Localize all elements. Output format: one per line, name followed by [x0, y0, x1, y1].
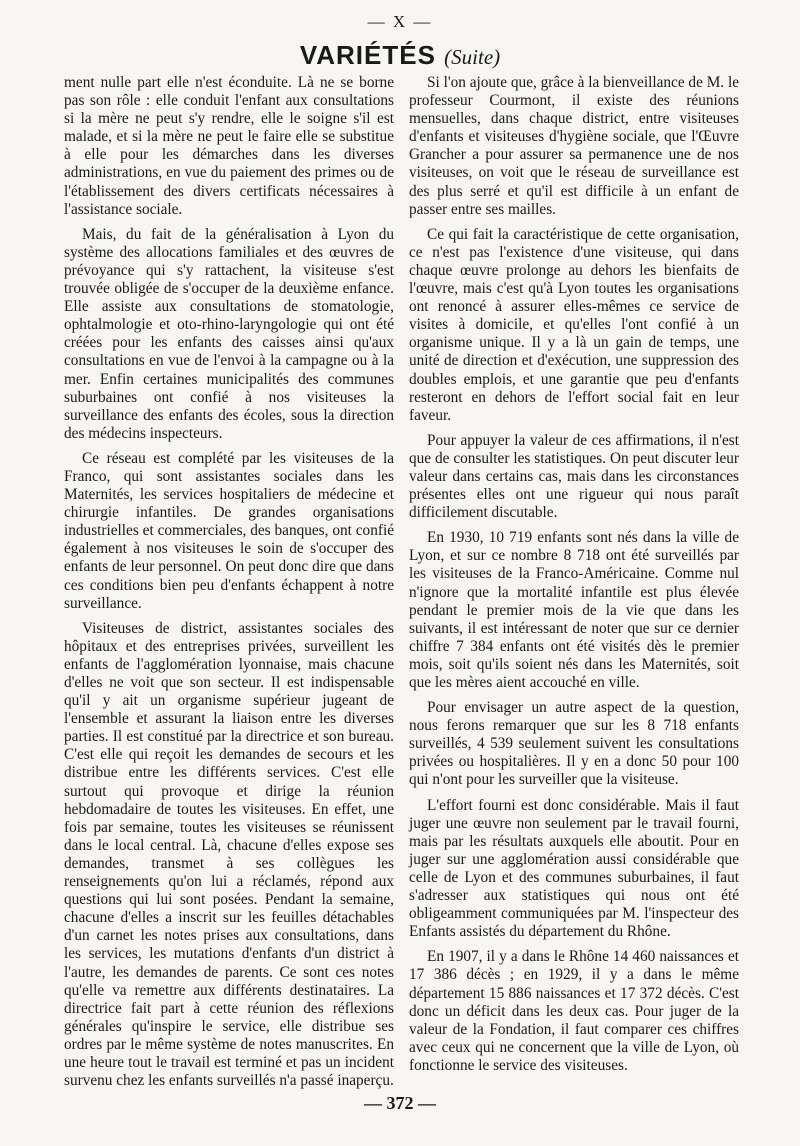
paragraph: L'effort fourni est donc considérable. Mais il faut juger une œuvre non seulement par le travail fourni, mais par les résultats auxquels elle aboutit. Pour en juger sur une agglomération aussi considérable que celle de Lyon et des communes suburbaines, il faut s'adresser aux statistiques qui nous ont été obligeamment communiquées par M. l'inspecteur des Enfants assistés du département du Rhône. [409, 796, 739, 941]
paragraph: Visiteuses de district, assistantes sociales des hôpitaux et des entreprises privées, surveillent les enfants de l'agglomération lyonnaise, mais chacune d'elles ne voit que son secteur. Il est indispensable qu'il y ait un organisme supérieur jugeant de l'ensemble et assurant la liaison entre les diverses parties. Il est constitué par la directrice et son bureau. C'est elle qui reçoit les demandes de secours et les distribue entre les différents services. C'est elle surtout qui provoque et dirige la réunion hebdomadaire de toutes les visiteuses. En effet, une fois par semaine, toutes les visiteuses se réunissent dans le local central. Là, chacune d'elles expose ses demandes, transmet à ses collègues les renseignements qu'on lui a réclamés, répond aux questions qui lui sont posées. Pendant la semaine, chacune d'elles a inscrit sur les feuilles détachables d'un carnet les notes prises aux consultations, dans les services, les mutations d'enfants d'un district à l'autre, les demandes de parents. Ce sont ces notes qu'elle va remettre aux différents destinataires. La directrice fait part à cette réunion des réflexions générales qu'inspire le service, elle distribue ses ordres par le même système de notes manuscrites. En une heure tout le travail est terminé et pas un incident survenu chez les enfants surveillés n'a passé inaperçu. [64, 619, 394, 1090]
running-head: — X — [367, 12, 433, 31]
paragraph: En 1930, 10 719 enfants sont nés dans la ville de Lyon, et sur ce nombre 8 718 ont été surveillés par les visiteuses de la Franco-Américaine. Comme nul n'ignore que la mortalité infantile est plus élevée pendant le premier mois de la vie que dans les suivants, il est intéressant de noter que sur ce dernier chiffre 7 384 enfants ont été visités dès le premier mois, soit qu'ils soient nés dans les Maternités, soit que les mères aient accouché en ville. [409, 529, 739, 691]
paragraph: Ce qui fait la caractéristique de cette organisation, ce n'est pas l'existence d'une visiteuse, qui dans chaque œuvre prolonge au dehors les bienfaits de l'œuvre, mais c'est qu'à Lyon toutes les organisations ont renoncé à assurer elles-mêmes ce service de visites à domicile, et qu'elles l'ont confié à un organisme unique. Il y a là un gain de temps, une unité de direction et d'exécution, une suppression des doubles emplois, et une garantie que peu d'enfants resteront en dehors de l'effort social fait en leur faveur. [409, 225, 739, 424]
section-title-suite: (Suite) [444, 45, 501, 69]
paragraph: ment nulle part elle n'est éconduite. Là ne se borne pas son rôle : elle conduit l'enfant aux consultations si la mère ne peut s'y rendre, elle le soigne s'il est malade, et si la mère ne peut le faire elle se substitue à elle pour les démarches dans les diverses administrations, en vue du paiement des primes ou de l'établissement des divers certificats nécessaires à l'assistance sociale. [64, 74, 394, 218]
section-title-main: VARIÉTÉS [299, 40, 436, 70]
paragraph: Pour appuyer la valeur de ces affirmations, il n'est que de consulter les statistiques. On peut discuter leur valeur dans certains cas, mais dans les circonstances présentes elles ont une rigueur qui nous paraît difficilement discutable. [409, 431, 739, 522]
paragraph: Ce réseau est complété par les visiteuses de la Franco, qui sont assistantes sociales dans les Maternités, les services hospitaliers de médecine et chirurgie infantiles. De grandes organisations industrielles et commerciales, des banques, ont confié également à nos visiteuses le soin de s'occuper des enfants de leur personnel. On peut donc dire que dans ces conditions bien peu d'enfants échappent à notre surveillance. [64, 449, 394, 612]
paragraph: Si l'on ajoute que, grâce à la bienveillance de M. le professeur Courmont, il existe des réunions mensuelles, dans chaque district, entre visiteuses d'enfants et visiteuses d'hygiène sociale, que l'Œuvre Grancher a pour assurer sa permanence une de nos visiteuses, on voit que le réseau de surveillance est des plus serré et qu'il est difficile à un enfant de passer entre ses mailles. [409, 74, 739, 218]
page-number: — 372 — [364, 1093, 436, 1113]
right-column [409, 74, 739, 1082]
section-title [0, 40, 800, 71]
left-column [64, 74, 394, 1097]
paragraph: Mais, du fait de la généralisation à Lyon du système des allocations familiales et des œuvres de prévoyance qui s'y rattachent, la visiteuse s'est trouvée obligée de s'occuper de la deuxième enfance. Elle assiste aux consultations de stomatologie, ophtalmologie et oto-rhino-laryngologie qui ont été créées pour les enfants des caisses ainsi qu'aux consultations en vue de l'envoi à la campagne ou à la mer. Enfin certaines municipalités des communes suburbaines ont confié à nos visiteuses la surveillance des enfants des écoles, sous la direction des médecins inspecteurs. [64, 225, 394, 442]
paragraph: En 1907, il y a dans le Rhône 14 460 naissances et 17 386 décès ; en 1929, il y a dans le même département 15 886 naissances et 17 372 décès. C'est donc un déficit dans les deux cas. Pour juger de la valeur de la Fondation, il faut comparer ces chiffres avec ceux qui ne concernent que la ville de Lyon, où fonctionne le service des visiteuses. [409, 948, 739, 1074]
paragraph: Pour envisager un autre aspect de la question, nous ferons remarquer que sur les 8 718 enfants surveillés, 4 539 seulement suivent les consultations privées ou hospitalières. Il y en a donc 50 pour 100 qui n'ont pour les surveiller que la visiteuse. [409, 699, 739, 789]
